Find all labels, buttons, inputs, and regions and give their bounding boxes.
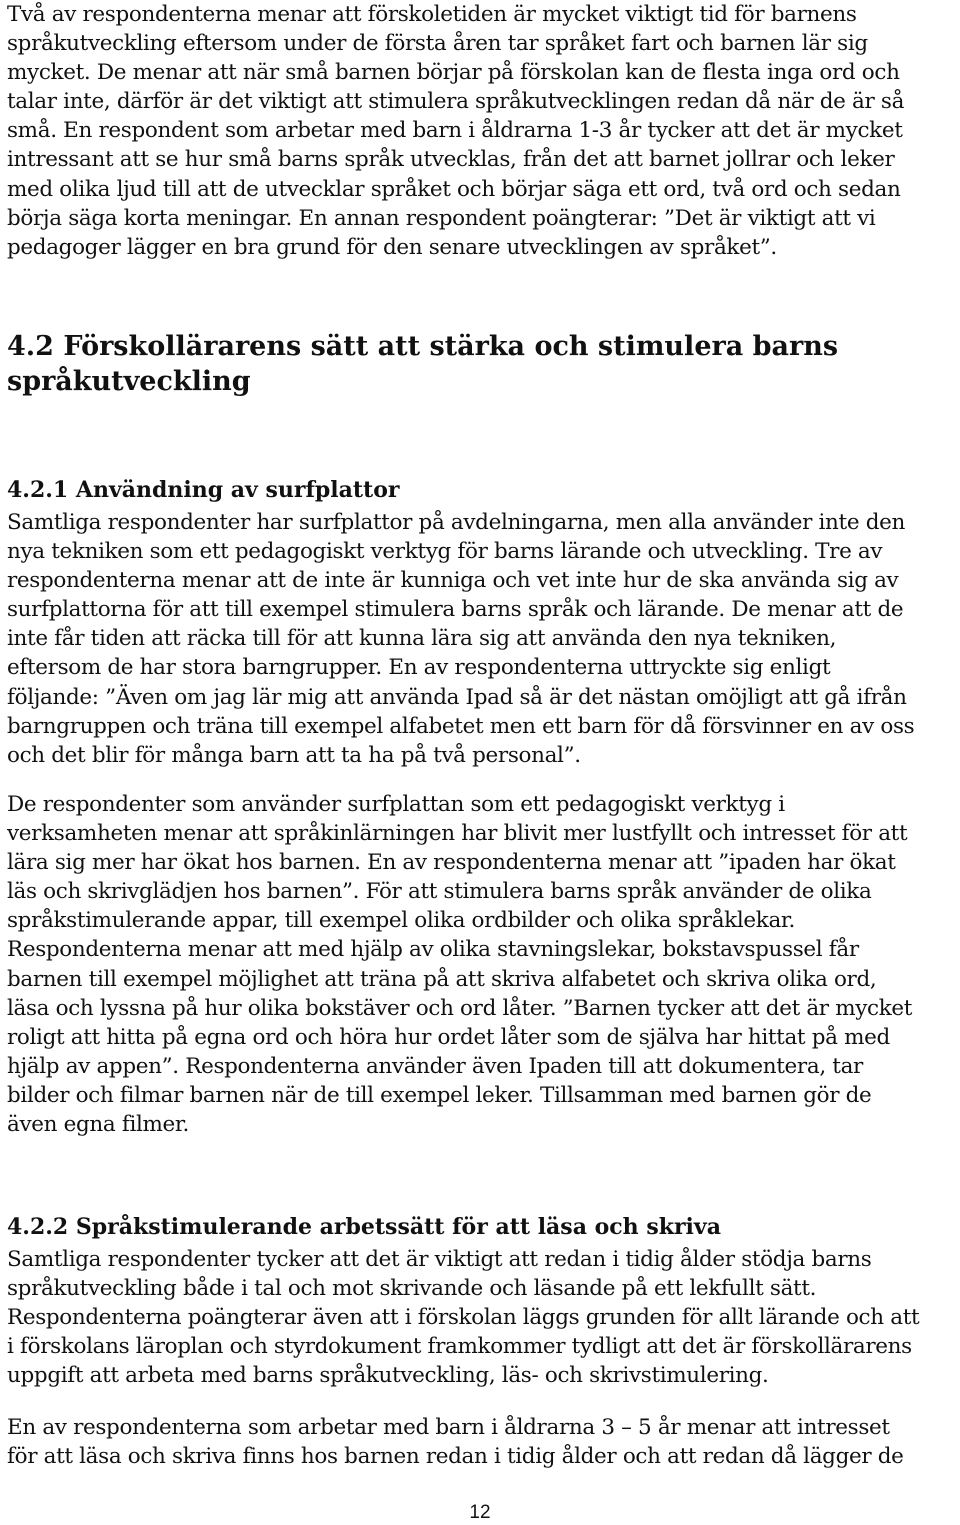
text-line: Samtliga respondenter har surfplattor på avdelningarna, men alla använder inte den: [7, 510, 905, 535]
text-line: eftersom de har stora barngrupper. En av respondenterna uttryckte sig enligt: [7, 655, 831, 681]
heading-line: språkutveckling: [7, 366, 251, 397]
text-line: för att läsa och skriva finns hos barnen redan i tidig ålder och att redan då lägger de: [7, 1444, 904, 1470]
text-line: bilder och filmar barnen när de till exempel leker. Tillsamman med barnen gör de: [7, 1082, 872, 1108]
text-line: verksamheten menar att språkinlärningen har blivit mer lustfyllt och intresset för att: [7, 821, 908, 847]
paragraph-4: [7, 1245, 955, 1390]
section-heading-4-2: [7, 329, 955, 399]
text-line: och det blir för många barn att ta ha på två personal”.: [7, 742, 581, 768]
subsection-heading-4-2-1: 4.2.1 Användning av surfplattor: [7, 477, 400, 503]
paragraph-3: [7, 790, 955, 1139]
text-line: uppgift att arbeta med barns språkutveckling, läs- och skrivstimulering.: [7, 1363, 769, 1389]
text-line: börja säga korta meningar. En annan respondent poängterar: ”Det är viktigt att vi: [7, 205, 876, 231]
text-line: i förskolans läroplan och styrdokument framkommer tydligt att det är förskollärarens: [7, 1334, 912, 1360]
text-line: även egna filmer.: [7, 1112, 189, 1138]
text-line: språkstimulerande appar, till exempel olika ordbilder och olika språklekar.: [7, 908, 795, 934]
text-line: hjälp av appen”. Respondenterna använder även Ipaden till att dokumentera, tar: [7, 1053, 863, 1079]
text-line: små. En respondent som arbetar med barn i åldrarna 1-3 år tycker att det är mycket: [7, 118, 903, 144]
subsection-heading-4-2-2: 4.2.2 Språkstimulerande arbetssätt för att läsa och skriva: [7, 1214, 721, 1240]
text-line: mycket. De menar att när små barnen börjar på förskolan kan de flesta inga ord och: [7, 60, 900, 86]
text-line: lära sig mer har ökat hos barnen. En av respondenterna menar att ”ipaden har ökat: [7, 850, 896, 876]
text-line: inte får tiden att räcka till för att kunna lära sig att använda den nya tekniken,: [7, 626, 837, 652]
paragraph-2: [7, 508, 955, 770]
text-line: läsa och lyssna på hur olika bokstäver och ord låter. ”Barnen tycker att det är mycket: [7, 995, 913, 1021]
text-line: Samtliga respondenter tycker att det är viktigt att redan i tidig ålder stödja barns: [7, 1247, 872, 1272]
text-line: roligt att hitta på egna ord och höra hur ordet låter som de själva har hittat på med: [7, 1024, 890, 1050]
text-line: språkutveckling både i tal och mot skrivande och läsande på ett lekfullt sätt.: [7, 1276, 817, 1302]
text-line: talar inte, därför är det viktigt att stimulera språkutvecklingen redan då när de är så: [7, 89, 905, 115]
text-line: med olika ljud till att de utvecklar språket och börjar säga ett ord, två ord och sedan: [7, 176, 901, 202]
heading-line: 4.2 Förskollärarens sätt att stärka och stimulera barns: [7, 331, 839, 362]
text-line: En av respondenterna som arbetar med barn i åldrarna 3 – 5 år menar att intresset: [7, 1415, 890, 1440]
text-line: barngruppen och träna till exempel alfabetet men ett barn för då försvinner en av oss: [7, 713, 915, 739]
text-line: barnen till exempel möjlighet att träna på att skriva alfabetet och skriva olika ord,: [7, 966, 877, 992]
text-line: följande: ”Även om jag lär mig att använda Ipad så är det nästan omöjligt att gå ifrån: [7, 684, 907, 710]
paragraph-1: [7, 0, 955, 262]
text-line: De respondenter som använder surfplattan som ett pedagogiskt verktyg i: [7, 792, 785, 817]
text-line: intressant att se hur små barns språk utvecklas, från det att barnet jollrar och leker: [7, 147, 895, 173]
text-line: pedagoger lägger en bra grund för den senare utvecklingen av språket”.: [7, 234, 777, 260]
paragraph-5: [7, 1413, 955, 1471]
text-line: respondenterna menar att de inte är kunniga och vet inte hur de ska använda sig av: [7, 568, 899, 594]
text-line: surfplattorna för att till exempel stimulera barns språk och lärande. De menar att de: [7, 597, 904, 623]
page-number: 12: [469, 1502, 491, 1523]
text-line: språkutveckling eftersom under de första åren tar språket fart och barnen lär sig: [7, 31, 868, 57]
text-line: Respondenterna menar att med hjälp av olika stavningslekar, bokstavspussel får: [7, 937, 859, 963]
text-line: Respondenterna poängterar även att i förskolan läggs grunden för allt lärande och att: [7, 1305, 920, 1331]
text-line: läs och skrivglädjen hos barnen”. För att stimulera barns språk använder de olika: [7, 879, 872, 905]
text-line: nya tekniken som ett pedagogiskt verktyg för barns lärande och utveckling. Tre av: [7, 539, 883, 565]
text-line: Två av respondenterna menar att förskoletiden är mycket viktigt tid för barnens: [7, 2, 857, 27]
